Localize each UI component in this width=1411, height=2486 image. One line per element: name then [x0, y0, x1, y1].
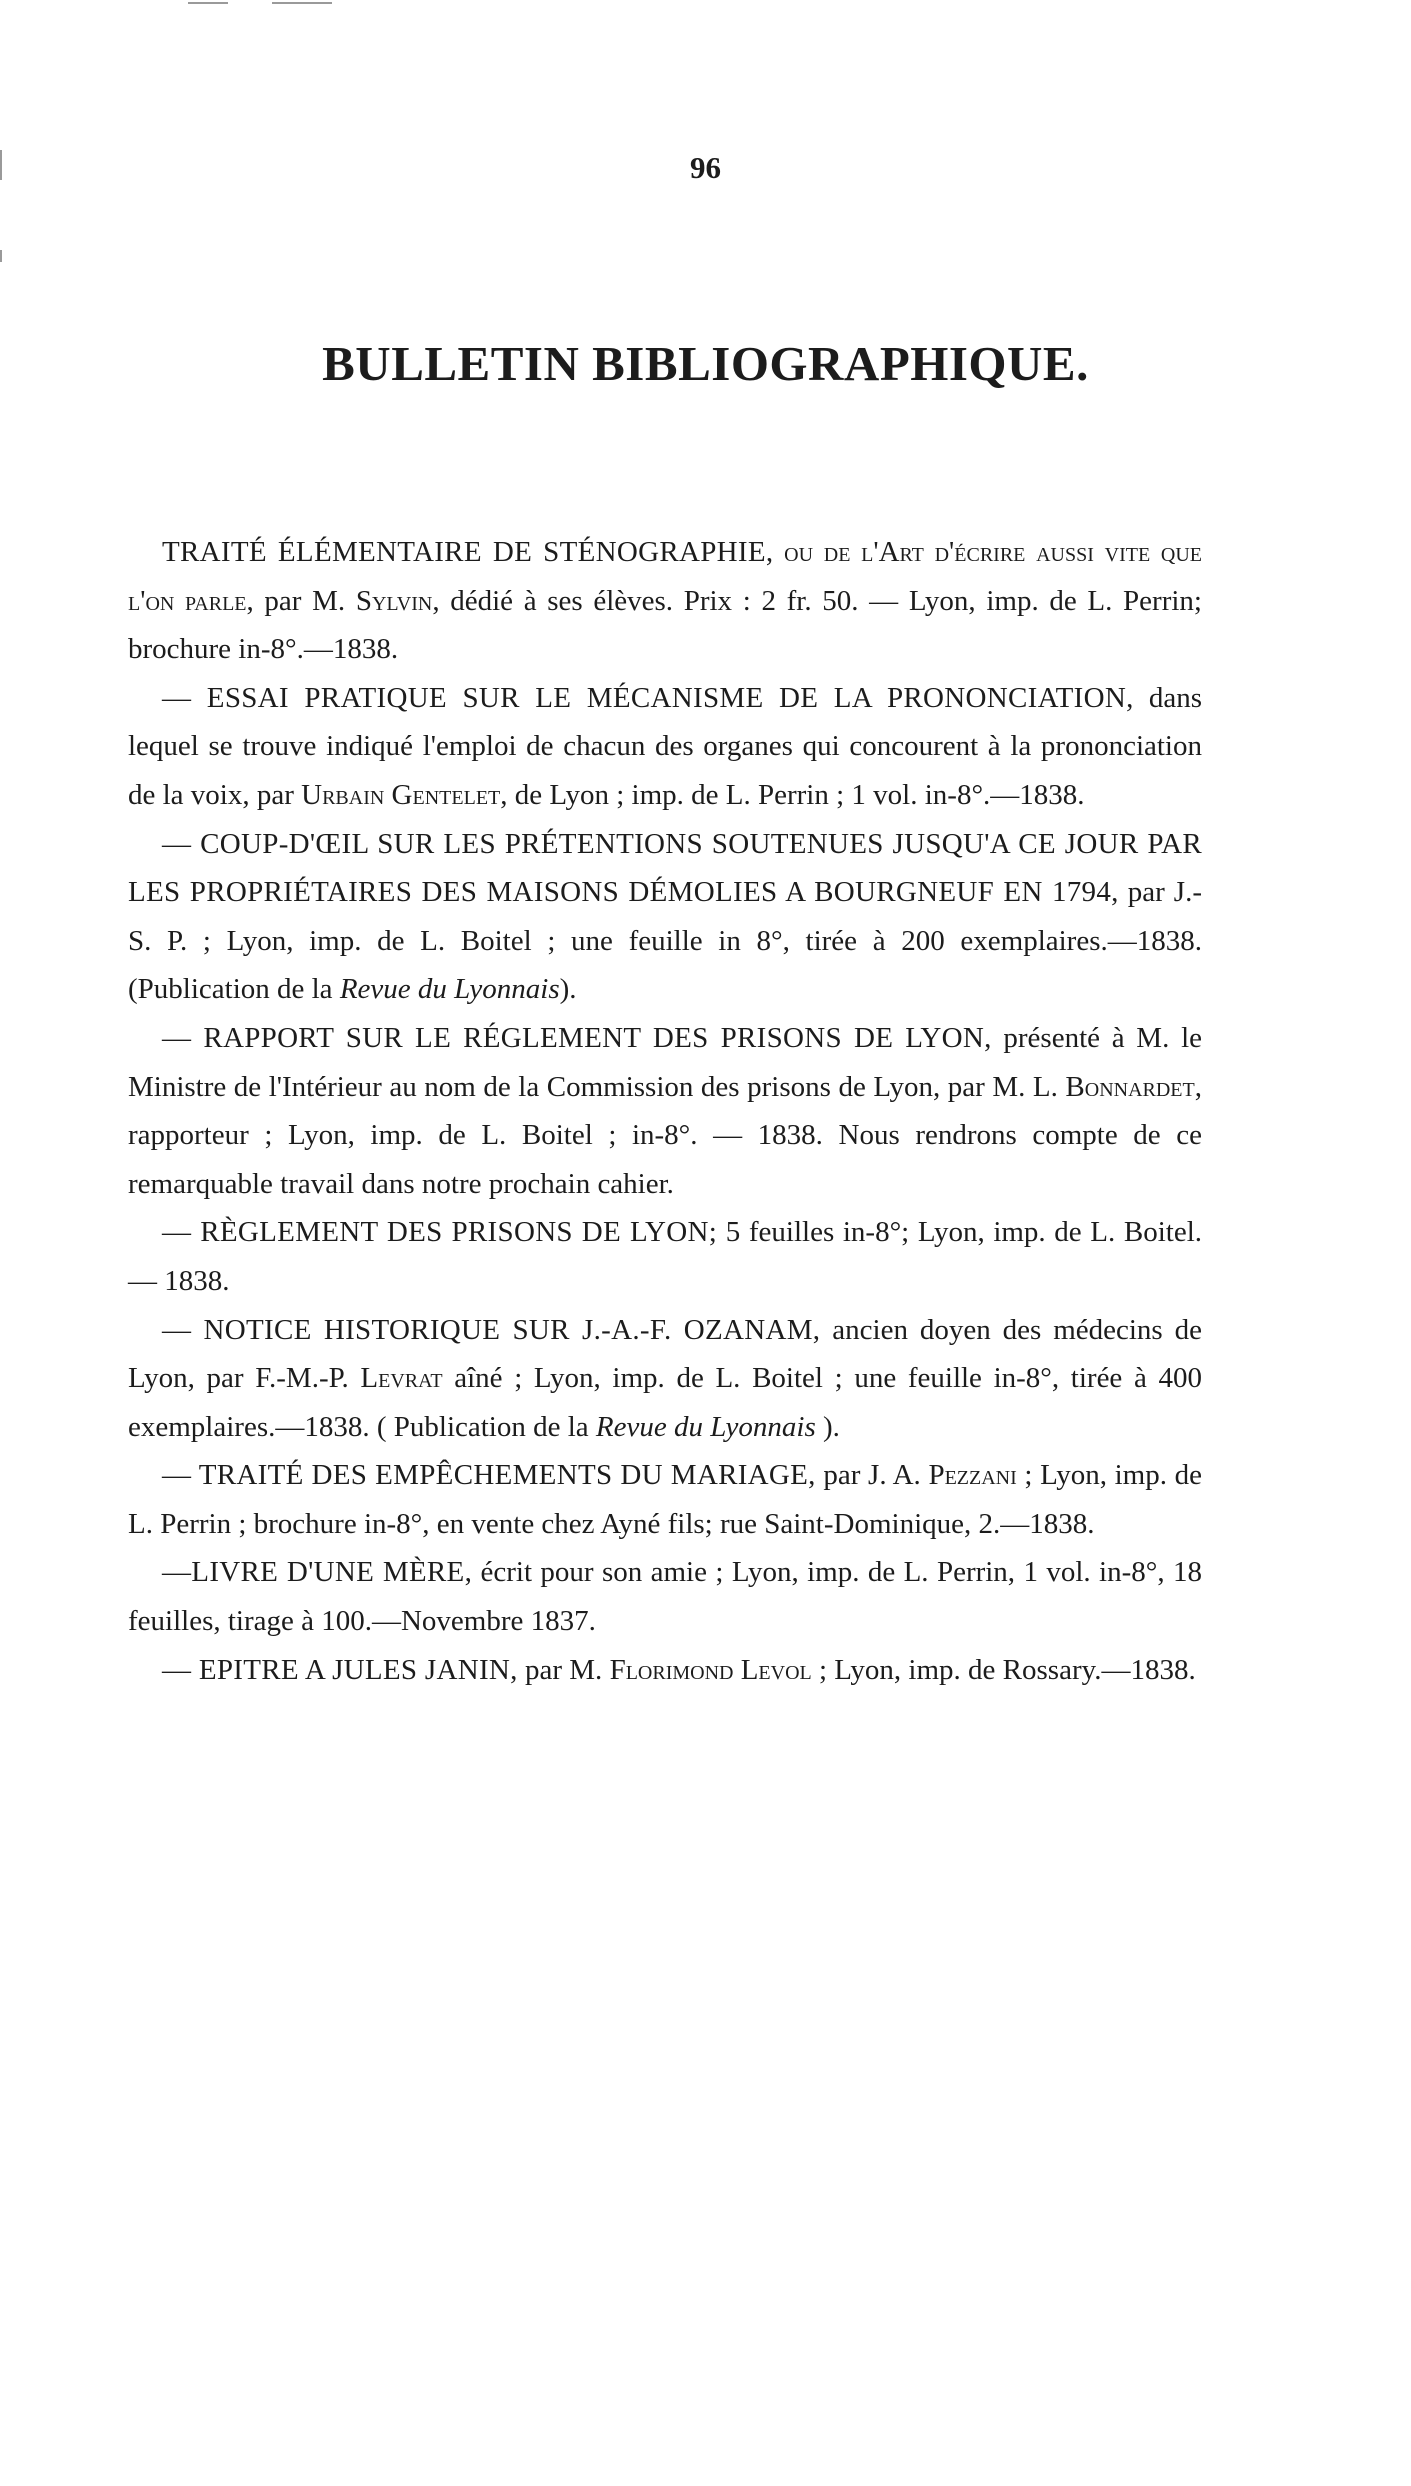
- entry-title: — ESSAI PRATIQUE SUR LE MÉCANISME DE LA PRONONCIATION,: [162, 681, 1134, 714]
- entry-author: Sylvin: [355, 584, 433, 617]
- bibliography-entry: [128, 528, 1202, 674]
- entry-text: ; Lyon, imp. de L. Perrin ; brochure in-8°, en vente chez Ayné fils; rue Saint-Dominique, 2.—1838.: [128, 1459, 1202, 1540]
- bibliography-list: [128, 528, 1202, 1694]
- entry-author: Levrat: [360, 1362, 443, 1395]
- entry-text: ).: [559, 973, 577, 1006]
- bibliography-entry: [128, 1548, 1202, 1645]
- scan-mark-top: [188, 2, 228, 4]
- entry-text: dans lequel se trouve indiqué l'emploi de chacun des organes qui concourent à la prononciation de la voix, par: [128, 681, 1202, 811]
- entry-title: —LIVRE D'UNE MÈRE,: [162, 1556, 473, 1589]
- entry-subtitle: ou de l'Art d'écrire aussi vite que l'on parle: [128, 536, 1202, 617]
- entry-text: , par M.: [246, 584, 356, 617]
- entry-text: écrit pour son amie ; Lyon, imp. de L. Perrin, 1 vol. in-8°, 18 feuilles, tirage à 100.—Novembre 1837.: [128, 1556, 1202, 1638]
- entry-author: Pezzani: [928, 1459, 1017, 1492]
- entry-text: , dédié à ses élèves. Prix : 2 fr. 50. — Lyon, imp. de L. Perrin; brochure in-8°.—1838.: [128, 584, 1202, 666]
- entry-text: aîné ; Lyon, imp. de L. Boitel ; une feuille in-8°, tirée à 400 exemplaires.—1838. ( Publication de la: [128, 1362, 1202, 1443]
- bibliography-entry: [128, 674, 1202, 820]
- entry-text: par J.-S. P. ; Lyon, imp. de L. Boitel ; une feuille in 8°, tirée à 200 exemplaires.—1838. (Publication de la: [128, 876, 1202, 1006]
- entry-text: ancien doyen des médecins de Lyon, par F.-M.-P.: [128, 1313, 1202, 1395]
- entry-title: — TRAITÉ DES EMPÊCHEMENTS DU MARIAGE,: [162, 1459, 816, 1492]
- page-number: 96: [690, 150, 721, 185]
- scan-mark-left: [0, 250, 2, 262]
- scan-mark-top: [272, 2, 332, 4]
- entry-author: Bonnardet: [1065, 1070, 1195, 1103]
- entry-author: Urbain Gentelet: [301, 778, 501, 811]
- bibliography-entry: [128, 1451, 1202, 1548]
- bibliography-entry: [128, 1646, 1202, 1695]
- entry-text: 5 feuilles in-8°; Lyon, imp. de L. Boitel. — 1838.: [128, 1216, 1202, 1297]
- entry-title: TRAITÉ ÉLÉMENTAIRE DE STÉNOGRAPHIE,: [162, 536, 774, 568]
- entry-title: — NOTICE HISTORIQUE SUR J.-A.-F. OZANAM,: [162, 1313, 821, 1346]
- entry-publication: Revue du Lyonnais: [339, 973, 560, 1006]
- bibliography-entry: [128, 1014, 1202, 1208]
- entry-text: par J. A.: [815, 1459, 929, 1492]
- entry-title: — RAPPORT SUR LE RÉGLEMENT DES PRISONS DE LYON,: [162, 1021, 992, 1054]
- page-title: BULLETIN BIBLIOGRAPHIQUE.: [322, 336, 1089, 391]
- entry-text: ).: [815, 1410, 840, 1443]
- bibliography-entry: [128, 820, 1202, 1014]
- bibliography-entry: [128, 1208, 1202, 1305]
- entry-text: ; Lyon, imp. de Rossary.—1838.: [811, 1653, 1196, 1686]
- entry-text: par M.: [517, 1653, 610, 1686]
- entry-title: — COUP-D'ŒIL SUR LES PRÉTENTIONS SOUTENUES JUSQU'A CE JOUR PAR LES PROPRIÉTAIRES DES MAISONS DÉMOLIES A BOURGNEUF EN 1794,: [128, 827, 1202, 909]
- entry-text: , rapporteur ; Lyon, imp. de L. Boitel ; in-8°. — 1838. Nous rendrons compte de ce remarquable travail dans notre prochain cahier.: [128, 1070, 1202, 1200]
- entry-text: présenté à M. le Ministre de l'Intérieur au nom de la Commission des prisons de Lyon, par M. L.: [128, 1021, 1202, 1103]
- entry-publication: Revue du Lyonnais: [595, 1410, 816, 1443]
- entry-title: — EPITRE A JULES JANIN,: [162, 1653, 518, 1686]
- bibliography-entry: [128, 1306, 1202, 1452]
- entry-title: — RÈGLEMENT DES PRISONS DE LYON;: [162, 1216, 718, 1249]
- entry-author: Florimond Levol: [609, 1653, 812, 1686]
- entry-text: , de Lyon ; imp. de L. Perrin ; 1 vol. in-8°.—1838.: [500, 778, 1085, 811]
